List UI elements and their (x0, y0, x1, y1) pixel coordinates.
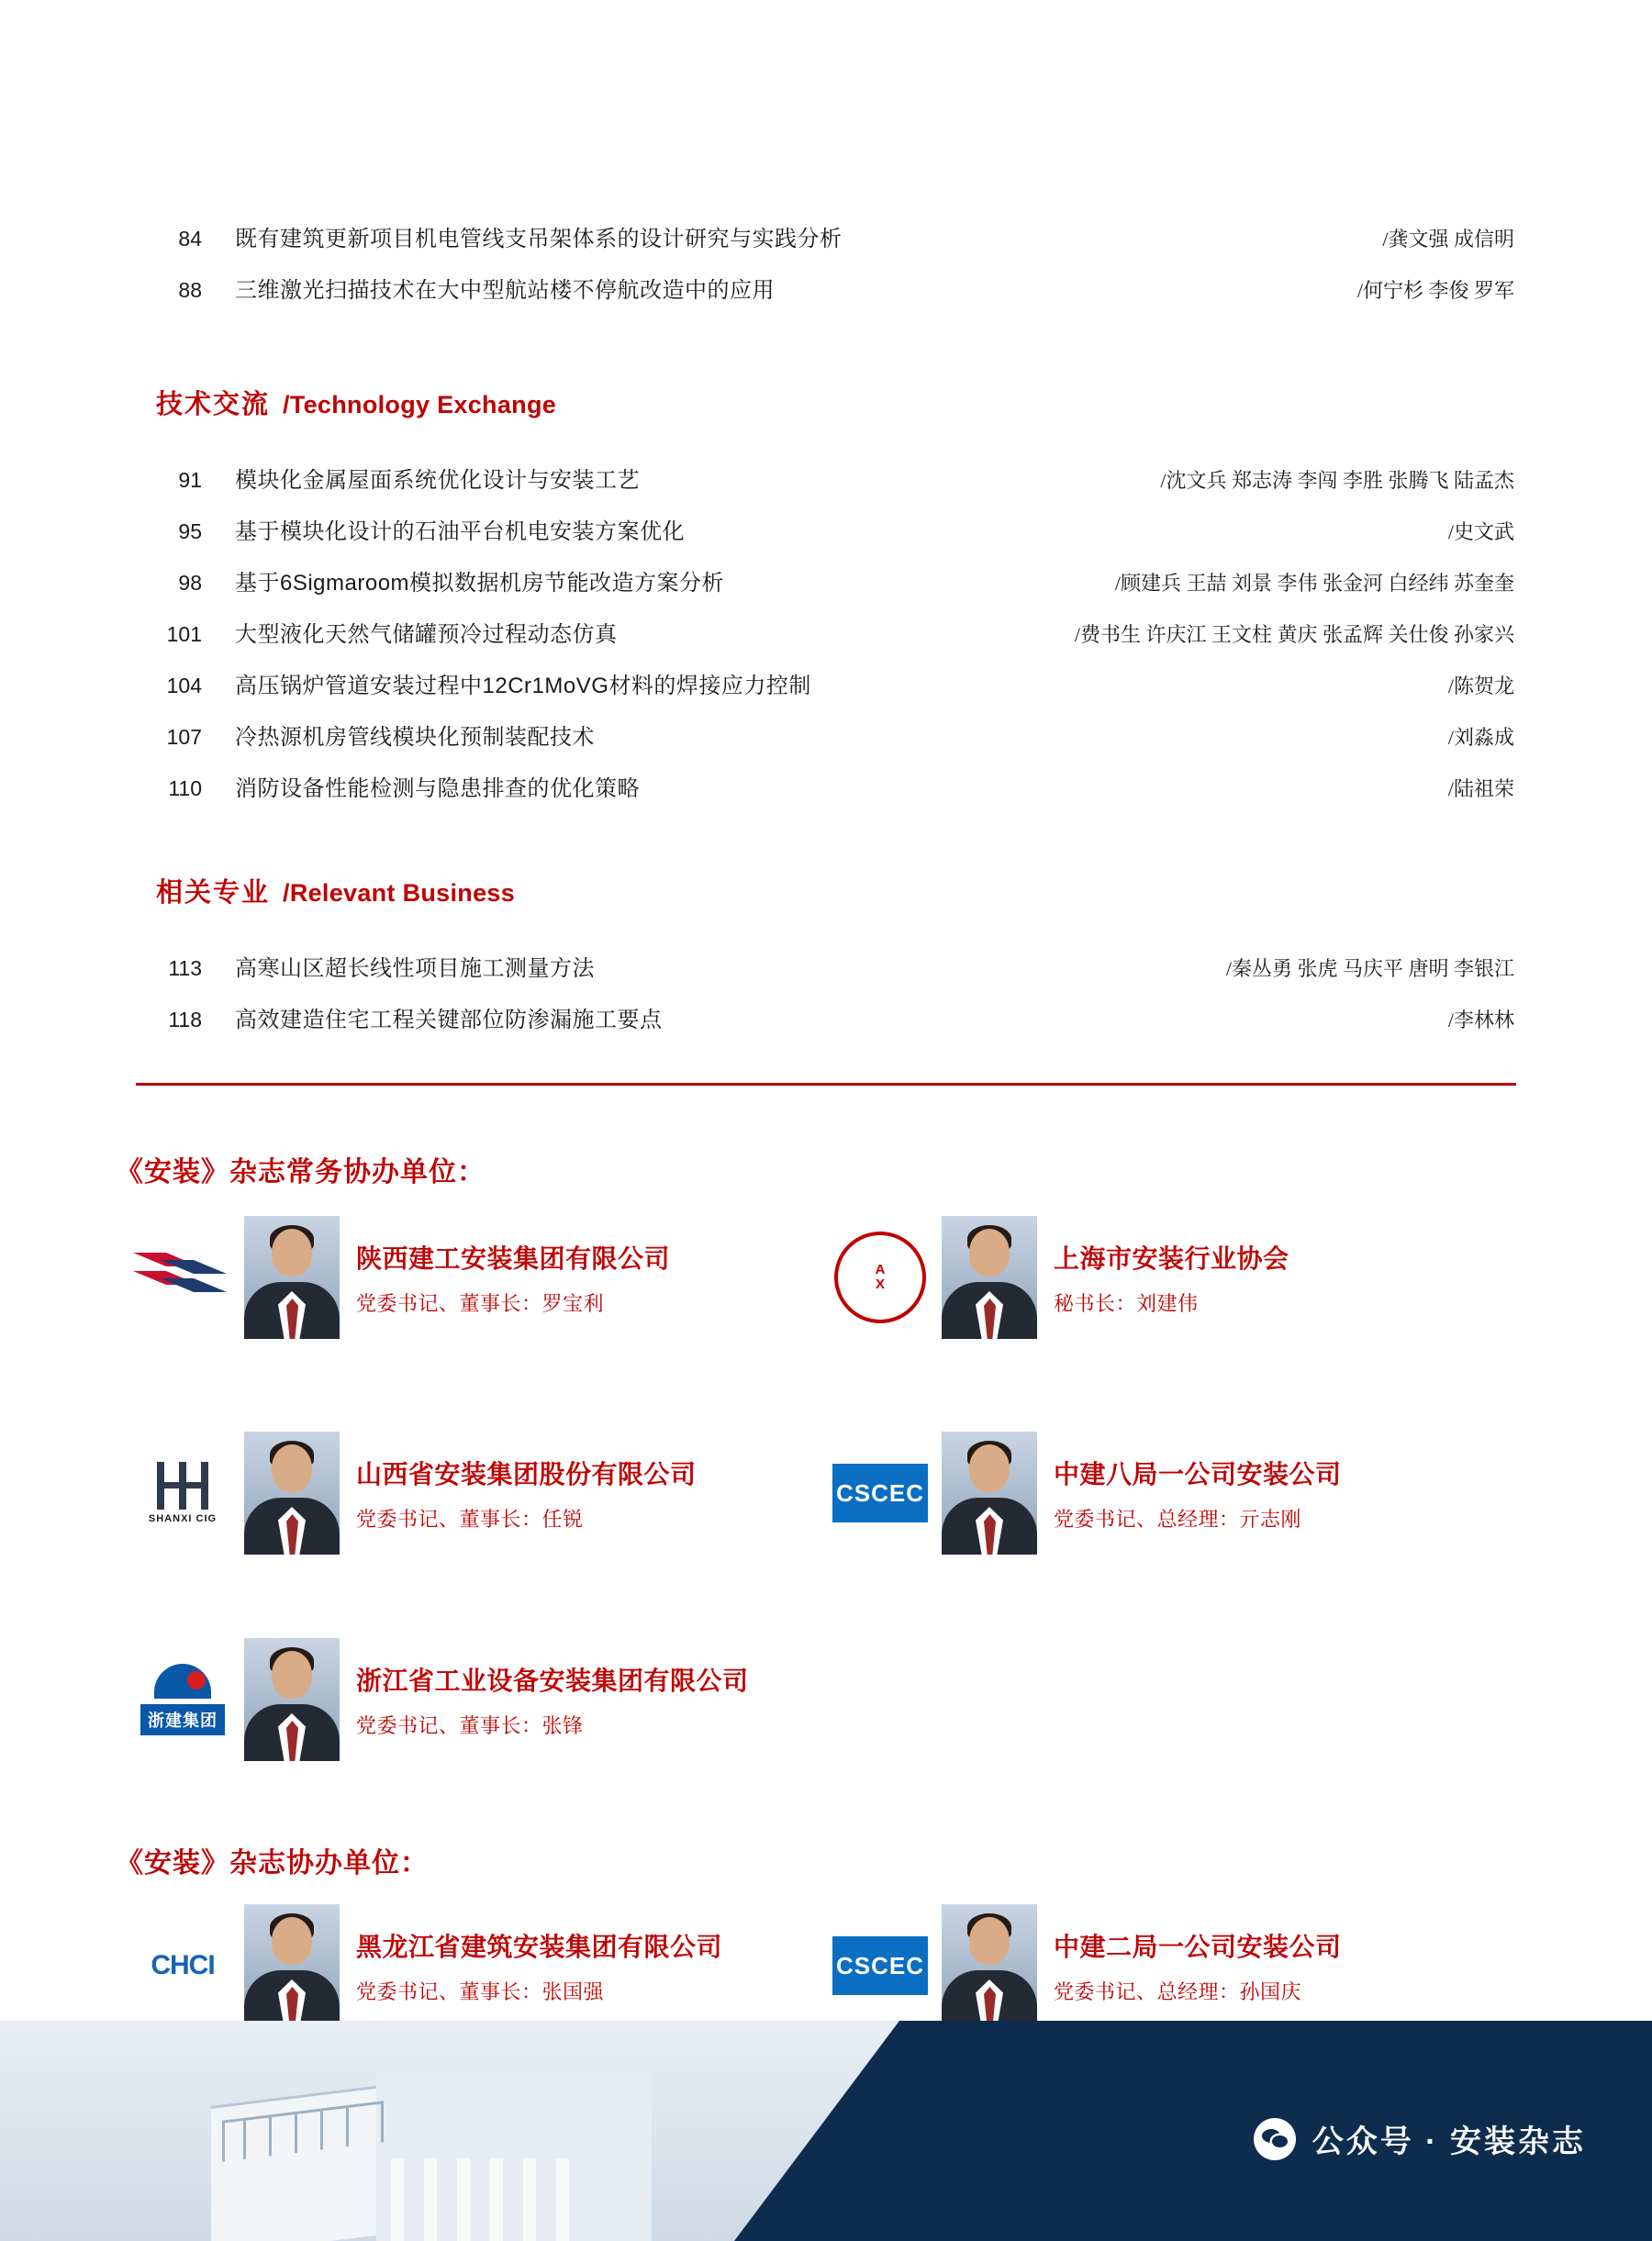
toc-entry-title: 既有建筑更新项目机电管线支吊架体系的设计研究与实践分析 (235, 227, 843, 251)
zhejiang-construction-logo (128, 1652, 237, 1747)
zhejiang-name-text: 浙建集团 (140, 1704, 225, 1735)
toc-row (136, 462, 1516, 494)
section-heading (156, 384, 1516, 421)
sponsor-role: 党委书记、董事长：张锋 (356, 1713, 584, 1737)
portrait-photo (244, 1904, 340, 2027)
sponsor-text (356, 1927, 722, 2005)
toc-row (136, 272, 1516, 304)
sponsor-text (1054, 1927, 1342, 2005)
sponsor-text (1054, 1455, 1342, 1533)
toc-page-number: 91 (178, 468, 202, 492)
shaanxi-chevron-logo (128, 1230, 237, 1325)
sponsor-name: 陕西建工安装集团有限公司 (356, 1243, 671, 1273)
section-heading (156, 872, 1516, 909)
toc-entry-authors: /陆祖荣 (1447, 777, 1514, 800)
toc-continuation-block (136, 220, 1516, 323)
sponsor-card (826, 1216, 1289, 1339)
toc-entry-authors: /秦丛勇 张虎 马庆平 唐明 李银江 (1225, 957, 1514, 980)
toc-page-number: 118 (168, 1008, 202, 1031)
sponsor-role: 党委书记、董事长：张国强 (356, 1979, 605, 2003)
wechat-badge (1254, 2116, 1586, 2161)
toc-page-number: 98 (178, 571, 202, 595)
toc-row (136, 616, 1516, 648)
toc-entry-authors: /沈文兵 郑志涛 李闯 李胜 张腾飞 陆孟杰 (1160, 469, 1514, 492)
chc-icon: CHCI (151, 1950, 215, 1980)
toc-row (136, 667, 1516, 699)
sponsor-text (1054, 1239, 1289, 1317)
toc-entry-title: 基于6Sigmaroom模拟数据机房节能改造方案分析 (235, 571, 725, 596)
toc-entry-title: 基于模块化设计的石油平台机电安装方案优化 (235, 519, 685, 544)
toc-entry-authors: /刘淼成 (1447, 726, 1514, 749)
shanxi-cig-mark (131, 1447, 234, 1539)
shanxi-cig-icon (157, 1462, 208, 1510)
portrait-photo (244, 1216, 340, 1339)
toc-entry-title: 冷热源机房管线模块化预制装配技术 (235, 725, 595, 750)
section-heading-en: /Technology Exchange (283, 391, 557, 418)
toc-row (136, 220, 1516, 252)
sponsor-card (128, 1216, 670, 1339)
toc-entry-authors: /费书生 许庆江 王文柱 黄庆 张孟辉 关仕俊 孙家兴 (1074, 623, 1514, 646)
sponsor-name: 黑龙江省建筑安装集团有限公司 (356, 1932, 723, 1961)
toc-page-number: 84 (178, 227, 202, 251)
cscec-icon: CSCEC (832, 1936, 928, 1995)
toc-entry-title: 大型液化天然气储罐预冷过程动态仿真 (235, 622, 618, 647)
toc-page-number: 107 (166, 725, 202, 749)
section-heading-cn: 技术交流 (156, 390, 271, 419)
sponsor-card (826, 1432, 1342, 1555)
section-technology-exchange (136, 384, 1516, 821)
toc-page-number: 95 (178, 519, 202, 543)
portrait-photo (244, 1432, 340, 1555)
sponsor-name: 中建二局一公司安装公司 (1054, 1932, 1342, 1961)
toc-page-number: 88 (178, 278, 202, 302)
seal-inner-text: A X (875, 1261, 886, 1292)
wechat-label: 公众号 · 安装杂志 (1312, 2124, 1586, 2159)
toc-page-number: 104 (166, 674, 202, 697)
toc-entry-title: 高效建造住宅工程关键部位防渗漏施工要点 (235, 1008, 663, 1032)
sponsor-text (356, 1661, 749, 1739)
sponsor-role: 党委书记、董事长：罗宝利 (356, 1291, 605, 1315)
sponsor-card (128, 1904, 722, 2027)
toc-row (136, 513, 1516, 545)
toc-entry-authors: /龚文强 成信明 (1382, 228, 1514, 251)
toc-page-number: 110 (168, 776, 202, 800)
sponsor-name: 中建八局一公司安装公司 (1054, 1459, 1342, 1488)
toc-entry-authors: /史文武 (1447, 520, 1514, 543)
toc-entry-title: 三维激光扫描技术在大中型航站楼不停航改造中的应用 (235, 278, 775, 303)
section-relevant-business (136, 872, 1516, 1053)
shanghai-association-seal-logo (826, 1230, 934, 1325)
toc-row (136, 950, 1516, 982)
sponsor-role: 秘书长：刘建伟 (1054, 1291, 1199, 1315)
portrait-photo (942, 1904, 1037, 2027)
toc-page-number: 113 (168, 956, 202, 980)
zhejiang-mark (154, 1664, 211, 1699)
sponsor-text (356, 1239, 670, 1317)
toc-row (136, 1001, 1516, 1033)
chc-logo (128, 1918, 237, 2013)
sponsor-card (128, 1638, 749, 1761)
sponsor-name: 上海市安装行业协会 (1054, 1243, 1289, 1273)
sponsor-name: 浙江省工业设备安装集团有限公司 (356, 1666, 749, 1695)
cscec-logo (826, 1445, 934, 1541)
toc-entry-title: 高压锅炉管道安装过程中12Cr1MoVG材料的焊接应力控制 (235, 674, 811, 698)
section-divider (136, 1083, 1516, 1086)
toc-row (136, 770, 1516, 802)
toc-entry-title: 消防设备性能检测与隐患排查的优化策略 (235, 776, 640, 801)
sponsor-role: 党委书记、总经理：亓志刚 (1054, 1507, 1302, 1531)
wechat-icon (1254, 2118, 1296, 2160)
sponsor-card (826, 1904, 1342, 2027)
sponsor-role: 党委书记、总经理：孙国庆 (1054, 1979, 1302, 2003)
section-heading-cn: 相关专业 (156, 878, 271, 908)
page-footer (0, 2021, 1652, 2241)
toc-entry-authors: /李林林 (1447, 1009, 1514, 1031)
sponsor-name: 山西省安装集团股份有限公司 (356, 1459, 697, 1488)
executive-sponsors-heading: 《安装》杂志常务协办单位： (116, 1157, 486, 1187)
toc-entry-title: 模块化金属屋面系统优化设计与安装工艺 (235, 468, 640, 493)
sponsor-text (356, 1455, 697, 1533)
toc-row (136, 719, 1516, 751)
building-illustration (211, 2070, 652, 2241)
portrait-photo (942, 1432, 1037, 1555)
cscec-logo (826, 1918, 934, 2013)
toc-page-number: 101 (166, 622, 202, 646)
toc-entry-authors: /顾建兵 王喆 刘景 李伟 张金河 白经纬 苏奎奎 (1114, 572, 1514, 595)
toc-entry-title: 高寒山区超长线性项目施工测量方法 (235, 956, 595, 981)
shaanxi-chevron-icon (131, 1249, 234, 1306)
section-heading-en: /Relevant Business (283, 879, 516, 907)
portrait-photo (244, 1638, 340, 1761)
cscec-icon: CSCEC (832, 1464, 928, 1522)
partner-sponsors-heading: 《安装》杂志协办单位： (116, 1848, 429, 1879)
zhejiang-construction-icon (131, 1654, 234, 1745)
toc-entry-authors: /何宁杉 李俊 罗军 (1356, 279, 1514, 302)
seal-circle-icon (834, 1232, 926, 1323)
toc-row (136, 564, 1516, 596)
sponsor-card (128, 1432, 697, 1555)
portrait-photo (942, 1216, 1037, 1339)
toc-entry-authors: /陈贺龙 (1447, 675, 1514, 697)
shanxi-cig-logo (128, 1445, 237, 1541)
shanxi-cig-en-text: SHANXI CIG (148, 1513, 218, 1524)
sponsor-role: 党委书记、董事长：任锐 (356, 1507, 584, 1531)
